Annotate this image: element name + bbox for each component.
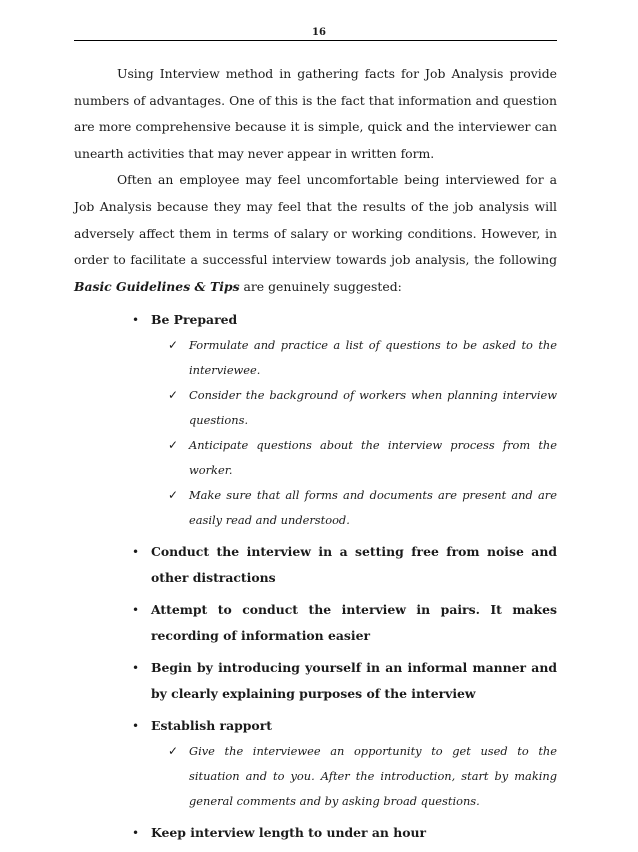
guideline-item — [132, 820, 557, 846]
bullet-dot-icon: • — [132, 826, 140, 840]
bullet-dot-icon: • — [132, 719, 140, 733]
guideline-item — [132, 655, 557, 707]
bullet-dot-icon: • — [132, 545, 140, 559]
page-number: 16 — [312, 27, 326, 38]
guideline-sub-text: Make sure that all forms and documents are present and are easily read and understood. — [189, 488, 557, 527]
guideline-sub-item — [168, 739, 557, 814]
guideline-sub-list — [151, 333, 557, 533]
guideline-sub-list — [151, 739, 557, 814]
bullet-dot-icon: • — [132, 313, 140, 327]
guideline-item — [132, 597, 557, 649]
guideline-title: Be Prepared — [151, 312, 238, 327]
checkmark-icon: ✓ — [168, 338, 179, 352]
guideline-item — [132, 307, 557, 533]
paragraph-interview-advantages: Using Interview method in gathering facts for Job Analysis provide numbers of advantages. One of this is the fact that information and question are more comprehensive because it is simple, quick and the interviewer can unearth activities that may never appear in written form. — [74, 66, 557, 161]
checkmark-icon: ✓ — [168, 438, 179, 452]
guidelines-list — [132, 307, 557, 852]
paragraph-interview-concerns — [74, 167, 557, 300]
checkmark-icon: ✓ — [168, 488, 179, 502]
guideline-sub-item — [168, 333, 557, 383]
guideline-title: Establish rapport — [151, 718, 272, 733]
guideline-item — [132, 539, 557, 591]
checkmark-icon: ✓ — [168, 744, 179, 758]
checkmark-icon: ✓ — [168, 388, 179, 402]
guideline-sub-text: Formulate and practice a list of questions to be asked to the interviewee. — [189, 338, 557, 377]
guideline-sub-item — [168, 483, 557, 533]
paragraph-text-before: Often an employee may feel uncomfortable being interviewed for a Job Analysis because they may feel that the results of the job analysis will adversely affect them in terms of salary or working conditions. However, in order to facilitate a successful interview towards job analysis, the following — [74, 172, 557, 268]
guideline-title: Keep interview length to under an hour — [151, 825, 427, 840]
guideline-sub-text: Consider the background of workers when planning interview questions. — [189, 388, 557, 427]
guideline-sub-text: Give the interviewee an opportunity to get used to the situation and to you. After the introduction, start by making general comments and by asking broad questions. — [189, 744, 557, 808]
guideline-sub-item — [168, 383, 557, 433]
body-text — [74, 61, 557, 300]
guideline-title: Begin by introducing yourself in an informal manner and by clearly explaining purposes of the interview — [151, 660, 557, 701]
guideline-title: Attempt to conduct the interview in pairs. It makes recording of information easier — [151, 602, 557, 643]
guideline-title: Conduct the interview in a setting free from noise and other distractions — [151, 544, 557, 585]
guidelines-emphasis: Basic Guidelines & Tips — [74, 278, 240, 294]
bullet-dot-icon: • — [132, 661, 140, 675]
bullet-dot-icon: • — [132, 603, 140, 617]
header-rule — [74, 40, 557, 41]
guideline-sub-item — [168, 433, 557, 483]
guideline-item — [132, 713, 557, 814]
paragraph-text-after: are genuinely suggested: — [239, 278, 402, 294]
guideline-sub-text: Anticipate questions about the interview process from the worker. — [189, 438, 557, 477]
